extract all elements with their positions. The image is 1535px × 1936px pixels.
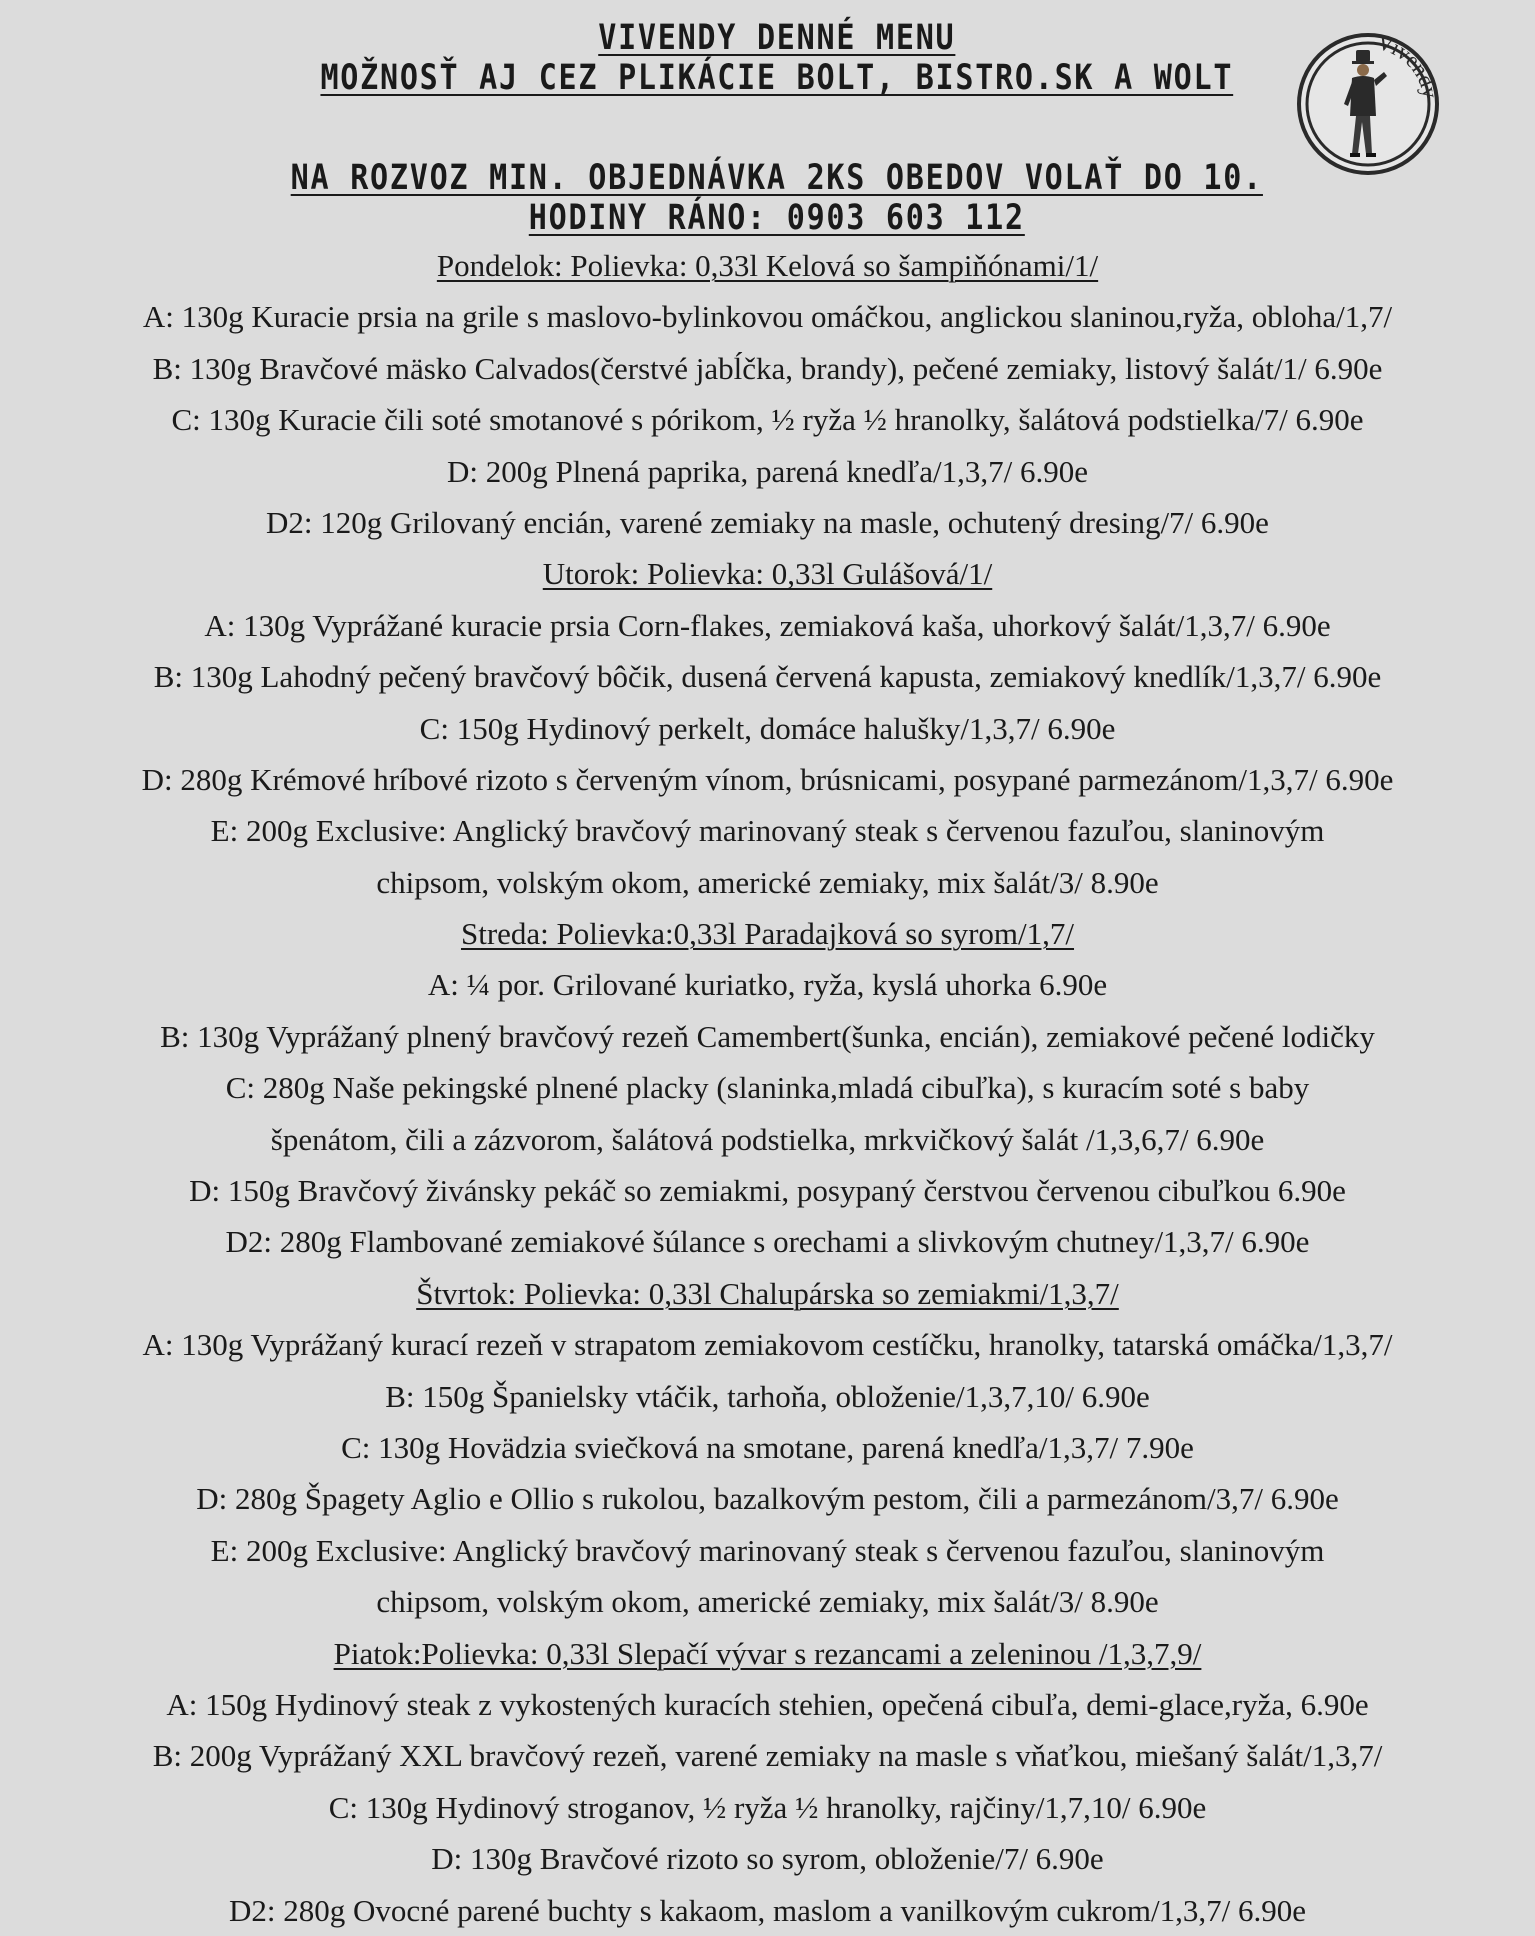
menu-item-text: A: 130g Kuracie prsia na grile s maslovo-bylinkovou omáčkou, anglickou slaninou,ryža, obloha/1,7/: [142, 299, 1393, 335]
menu-item: [0, 805, 1535, 856]
menu-item-text: A: 150g Hydinový steak z vykostených kuracích stehien, opečená cibuľa, demi-glace,ryža, 6.90e: [166, 1686, 1369, 1722]
menu-item: [0, 1730, 1535, 1781]
menu-item-text: C: 150g Hydinový perkelt, domáce halušky/1,3,7/ 6.90e: [419, 710, 1116, 746]
menu-item-text: D2: 280g Ovocné parené buchty s kakaom, maslom a vanilkovým cukrom/1,3,7/ 6.90e: [228, 1892, 1307, 1928]
menu-title: VIVENDY DENNÉ MENU: [598, 18, 956, 58]
menu-item-text: D2: 280g Flambované zemiakové šúlance s orechami a slivkovým chutney/1,3,7/ 6.90e: [225, 1224, 1310, 1260]
menu-item: [0, 343, 1535, 394]
menu-item-text: A: 130g Vyprážané kuracie prsia Corn-flakes, zemiaková kaša, uhorkový šalát/1,3,7/ 6.90e: [204, 607, 1331, 643]
day-soup-text: Streda: Polievka:0,33l Paradajková so syrom/1,7/: [460, 916, 1075, 952]
menu-item-text: A: 130g Vyprážaný kurací rezeň v strapatom zemiakovom cestíčku, hranolky, tatarská omáčka/1,3,7/: [142, 1327, 1393, 1363]
menu-item: [0, 1319, 1535, 1370]
menu-item: [0, 394, 1535, 445]
day-soup-heading: [0, 548, 1535, 599]
menu-item: [0, 1576, 1535, 1627]
day-soup-heading: [0, 908, 1535, 959]
menu-item: [0, 1885, 1535, 1936]
menu-item: [0, 1165, 1535, 1216]
menu-item: [0, 497, 1535, 548]
menu-item: [0, 857, 1535, 908]
menu-item: [0, 1062, 1535, 1113]
menu-item-text: D: 280g Krémové hríbové rizoto s červeným vínom, brúsnicami, posypané parmezánom/1,3,7/ 6.90e: [141, 761, 1394, 797]
menu-item: [0, 1011, 1535, 1062]
menu-item-text: chipsom, volským okom, americké zemiaky, mix šalát/3/ 8.90e: [376, 864, 1159, 900]
menu-item: [0, 959, 1535, 1010]
menu-item-text: D: 150g Bravčový živánsky pekáč so zemiakmi, posypaný čerstvou červenou cibuľkou 6.90e: [189, 1173, 1346, 1209]
menu-item: [0, 1473, 1535, 1524]
menu-item-text: C: 130g Hovädzia sviečková na smotane, parená knedľa/1,3,7/ 7.90e: [341, 1429, 1194, 1465]
menu-item: [0, 600, 1535, 651]
menu-item-text: C: 130g Kuracie čili soté smotanové s pórikom, ½ ryža ½ hranolky, šalátová podstielka/7/ 6.90e: [171, 402, 1364, 438]
delivery-phone: HODINY RÁNO: 0903 603 112: [528, 198, 1025, 238]
menu-item-text: D: 130g Bravčové rizoto so syrom, obloženie/7/ 6.90e: [431, 1841, 1104, 1877]
menu-item-text: C: 130g Hydinový stroganov, ½ ryža ½ hranolky, rajčiny/1,7,10/ 6.90e: [328, 1789, 1207, 1825]
day-soup-text: Utorok: Polievka: 0,33l Gulášová/1/: [542, 556, 993, 592]
day-soup-text: Štvrtok: Polievka: 0,33l Chalupárska so zemiakmi/1,3,7/: [416, 1275, 1119, 1311]
menu-item-text: chipsom, volským okom, americké zemiaky, mix šalát/3/ 8.90e: [376, 1584, 1159, 1620]
logo-text: Vivend: [1374, 32, 1440, 91]
day-soup-heading: [0, 1628, 1535, 1679]
menu-item: [0, 1525, 1535, 1576]
menu-item: [0, 1833, 1535, 1884]
vivendy-logo: [1296, 32, 1440, 176]
menu-header: [117, 18, 1437, 238]
menu-item: [0, 1422, 1535, 1473]
delivery-note: NA ROZVOZ MIN. OBJEDNÁVKA 2KS OBEDOV VOLAŤ DO 10.: [290, 158, 1263, 198]
menu-item: [0, 1371, 1535, 1422]
menu-item: [0, 754, 1535, 805]
menu-item-text: E: 200g Exclusive: Anglický bravčový marinovaný steak s červenou fazuľou, slaninovým: [210, 1532, 1325, 1568]
menu-item: [0, 1782, 1535, 1833]
menu-list: [0, 240, 1535, 1936]
day-soup-text: Pondelok: Polievka: 0,33l Kelová so šampiňónami/1/: [436, 248, 1099, 283]
menu-item: [0, 1114, 1535, 1165]
menu-item: [0, 1216, 1535, 1267]
menu-item-text: špenátom, čili a zázvorom, šalátová podstielka, mrkvičkový šalát /1,3,6,7/ 6.90e: [270, 1121, 1265, 1157]
menu-item: [0, 291, 1535, 342]
menu-item: [0, 703, 1535, 754]
menu-item-text: B: 130g Lahodný pečený bravčový bôčik, dusená červená kapusta, zemiakový knedlík/1,3,7/ 6.90e: [153, 659, 1382, 695]
menu-item-text: B: 150g Španielsky vtáčik, tarhoňa, obloženie/1,3,7,10/ 6.90e: [385, 1378, 1150, 1414]
day-soup-text: Piatok:Polievka: 0,33l Slepačí vývar s rezancami a zeleninou /1,3,7,9/: [333, 1635, 1202, 1671]
day-soup-heading: [0, 240, 1535, 291]
menu-item: [0, 1679, 1535, 1730]
menu-item: [0, 651, 1535, 702]
ordering-apps-note: MOŽNOSŤ AJ CEZ PLIKÁCIE BOLT, BISTRO.SK A WOLT: [320, 58, 1234, 98]
menu-item-text: D: 200g Plnená paprika, parená knedľa/1,3,7/ 6.90e: [446, 453, 1089, 489]
menu-item-text: E: 200g Exclusive: Anglický bravčový marinovaný steak s červenou fazuľou, slaninovým: [210, 813, 1325, 849]
day-soup-heading: [0, 1268, 1535, 1319]
menu-item-text: C: 280g Naše pekingské plnené placky (slaninka,mladá cibuľka), s kuracím soté s baby: [225, 1070, 1310, 1106]
menu-item-text: D: 280g Špagety Aglio e Ollio s rukolou, bazalkovým pestom, čili a parmezánom/3,7/ 6.90e: [196, 1481, 1339, 1517]
header-spacer: [117, 98, 1437, 158]
menu-item: [0, 446, 1535, 497]
menu-item-text: B: 130g Vyprážaný plnený bravčový rezeň Camembert(šunka, encián), zemiakové pečené lodičky: [160, 1018, 1375, 1054]
menu-item-text: B: 130g Bravčové mäsko Calvados(čerstvé jabĺčka, brandy), pečené zemiaky, listový šalát/1/ 6.90e: [152, 350, 1383, 386]
menu-item-text: A: ¼ por. Grilované kuriatko, ryža, kyslá uhorka 6.90e: [427, 967, 1108, 1003]
menu-item-text: D2: 120g Grilovaný encián, varené zemiaky na masle, ochutený dresing/7/ 6.90e: [266, 504, 1269, 540]
menu-item-text: B: 200g Vyprážaný XXL bravčový rezeň, varené zemiaky na masle s vňaťkou, miešaný šalát/1,3,7/: [152, 1738, 1383, 1774]
man-with-top-hat-icon: [1296, 32, 1440, 176]
